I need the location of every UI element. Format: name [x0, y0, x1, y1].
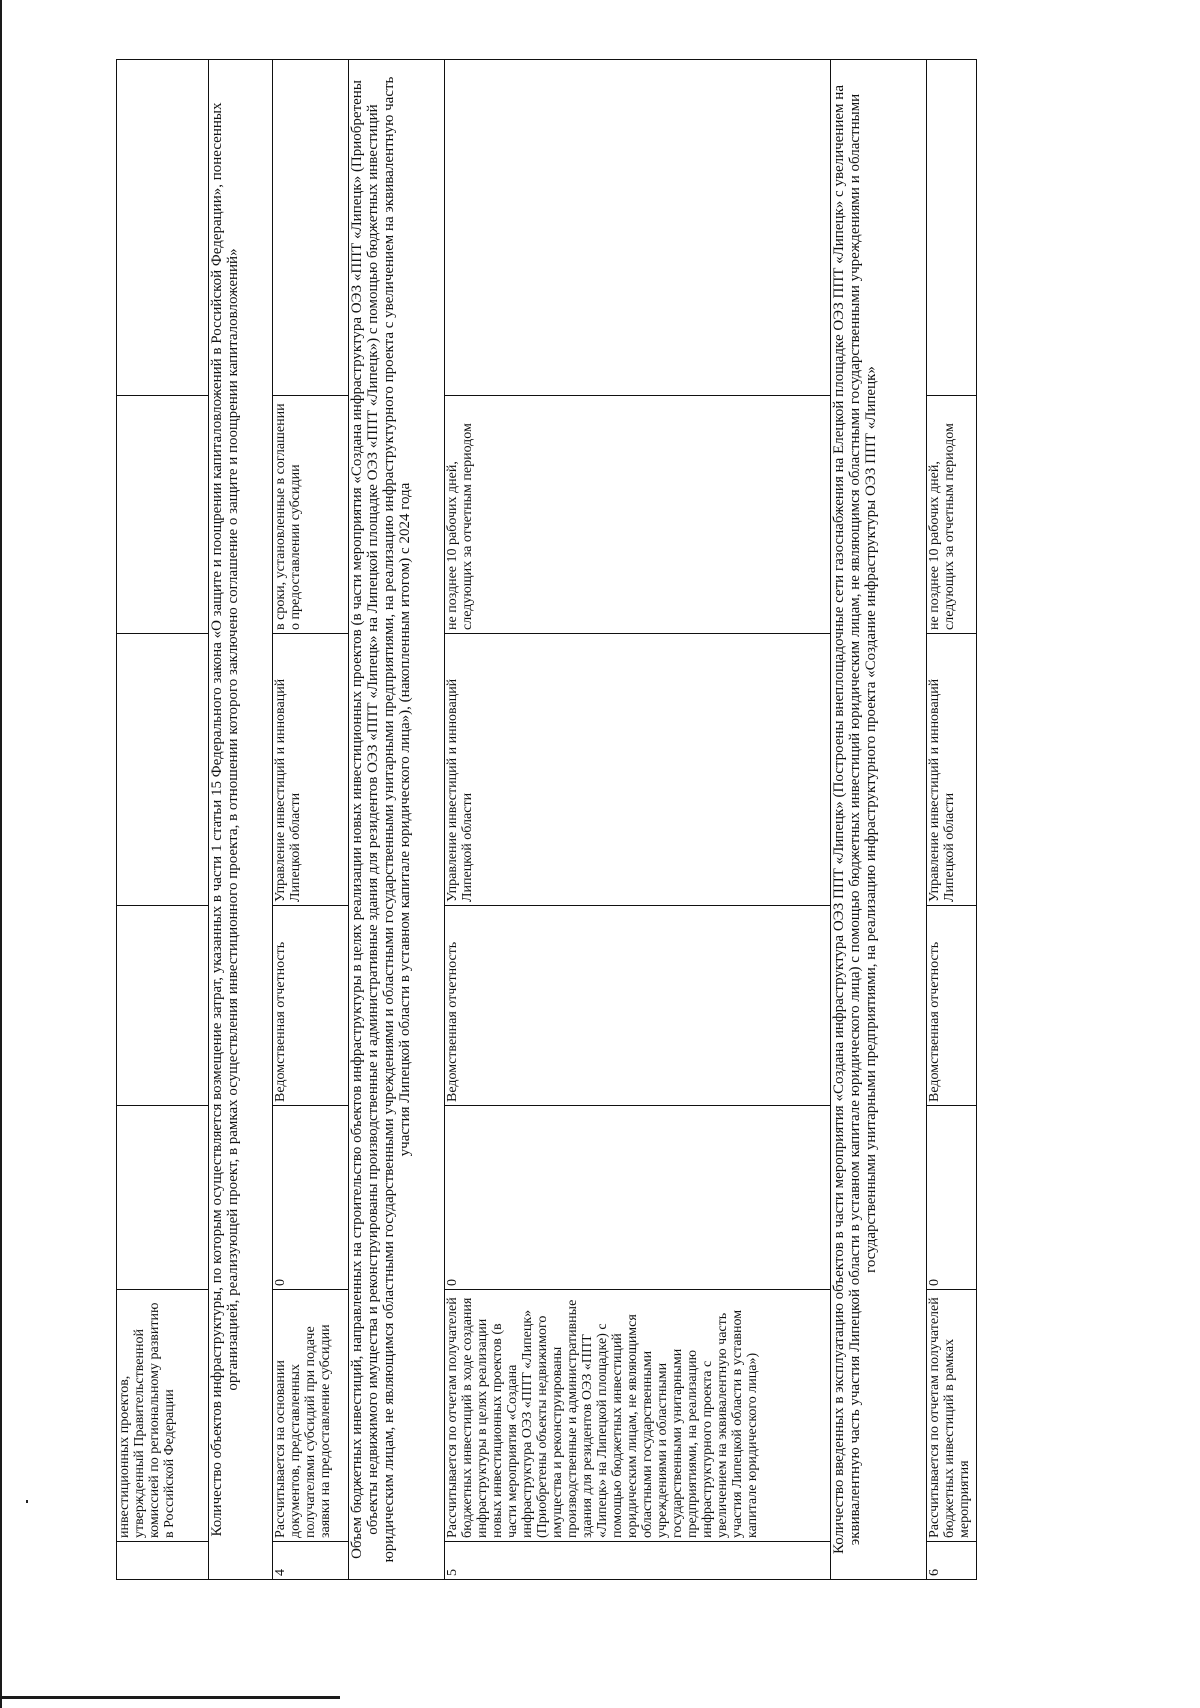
deadline-cell — [117, 396, 209, 634]
base-value-cell: 0 — [273, 1106, 349, 1290]
responsible-cell: Управление инвестиций и инноваций Липецкой области — [445, 634, 831, 906]
row-number: 5 — [445, 1542, 831, 1580]
calculation-method-cell: Рассчитывается по отчетам получателей бюджетных инвестиций в ходе создания инфраструктуры в целях реализации новых инвестиционных проектов (в части мероприятия «Создана инфраструктура ОЭЗ «ППТ «Липецк» (Приобретены объекты недвижимого имущества и реконструированы производственные и административные здания для резидентов ОЭЗ «ППТ «Липецк» на Липецкой площадке) с помощью бюджетных инвестиций юридическим лицам, не являющимся областными государственными учреждениями и областными государственными унитарными предприятиями, на реализацию инфраструктурного проекта с увеличением на эквивалентную часть участия Липецкой области в уставном капитале юридического лица») — [445, 1290, 831, 1542]
note-cell — [117, 60, 209, 396]
calculation-method-cell: инвестиционных проектов, утвержденный Правительственной комиссией по региональному развитию в Российской Федерации — [117, 1290, 209, 1542]
table-row — [927, 60, 977, 1580]
section-heading-commissioned-objects: Количество введенных в эксплуатацию объектов в части мероприятия «Создана инфраструктура ОЭЗ ППТ «Липецк» (Построены внеплощадочные сети газоснабжения на Елецкой площадке ОЭЗ ППТ «Липецк» с увеличением на эквивалентную часть участия Липецкой области в уставном капитале юридического лица) с помощью бюджетных инвестиций юридическим лицам, не являющимся областными государственными учреждениями и областными государственными унитарными предприятиями, на реализацию инфраструктурного проекта «Создание инфраструктуры ОЭЗ ППТ «Липецк» — [831, 60, 927, 1580]
indicator-methodology-table — [116, 59, 977, 1580]
scan-edge-bottom — [0, 1696, 340, 1699]
calculation-method-cell: Рассчитывается на основании документов, представленных получателями субсидий при подаче заявки на предоставление субсидии — [273, 1290, 349, 1542]
rotated-document-page — [116, 60, 1056, 1580]
base-value-cell — [117, 1106, 209, 1290]
section-heading-row — [209, 60, 273, 1580]
data-source-cell: Ведомственная отчетность — [445, 906, 831, 1106]
section-heading-objects-count: Количество объектов инфраструктуры, по которым осуществляется возмещение затрат, указанных в части 1 статьи 15 Федерального закона «О защите и поощрении капиталовложений в Российской Федерации», понесенных организацией, реализующей проект, в рамках осуществления инвестиционного проекта, в отношении которого заключено соглашение о защите и поощрении капиталовложений» — [209, 60, 273, 1580]
row-number: 4 — [273, 1542, 349, 1580]
deadline-cell: не позднее 10 рабочих дней, следующих за отчетным периодом — [445, 396, 831, 634]
section-heading-investment-volume: Объем бюджетных инвестиций, направленных на строительство объектов инфраструктуры в целях реализации новых инвестиционных проектов (в части мероприятия «Создана инфраструктура ОЭЗ «ППТ «Липецк» (Приобретены объекты недвижимого имущества и реконструированы производственные и административные здания для резидентов ОЭЗ «ППТ «Липецк» на Липецкой площадке ОЭЗ «ППТ «Липецк») с помощью бюджетных инвестиций юридическим лицам, не являющимся областными государственными учреждениями и областными государственными унитарными предприятиями, на реализацию инфраструктурного проекта с увеличением на эквивалентную часть участия Липецкой области в уставном капитале юридического лица»), (накопленным итогом) с 2024 года — [349, 60, 445, 1580]
responsible-cell: Управление инвестиций и инноваций Липецкой области — [273, 634, 349, 906]
responsible-cell: Управление инвестиций и инноваций Липецкой области — [927, 634, 977, 906]
note-cell — [445, 60, 831, 396]
section-heading-row — [349, 60, 445, 1580]
table-row — [445, 60, 831, 1580]
row-number: 6 — [927, 1542, 977, 1580]
row-number — [117, 1542, 209, 1580]
scan-speck — [26, 1500, 28, 1503]
deadline-cell: не позднее 10 рабочих дней, следующих за отчетным периодом — [927, 396, 977, 634]
data-source-cell: Ведомственная отчетность — [927, 906, 977, 1106]
base-value-cell: 0 — [445, 1106, 831, 1290]
data-source-cell — [117, 906, 209, 1106]
deadline-cell: в сроки, установленные в соглашении о предоставлении субсидии — [273, 396, 349, 634]
scan-edge-left — [0, 0, 2, 1708]
note-cell — [927, 60, 977, 396]
note-cell — [273, 60, 349, 396]
responsible-cell — [117, 634, 209, 906]
section-heading-row — [831, 60, 927, 1580]
data-source-cell: Ведомственная отчетность — [273, 906, 349, 1106]
calculation-method-cell: Рассчитывается по отчетам получателей бюджетных инвестиций в рамках мероприятия — [927, 1290, 977, 1542]
table-row — [273, 60, 349, 1580]
base-value-cell: 0 — [927, 1106, 977, 1290]
table-row-continuation — [117, 60, 209, 1580]
